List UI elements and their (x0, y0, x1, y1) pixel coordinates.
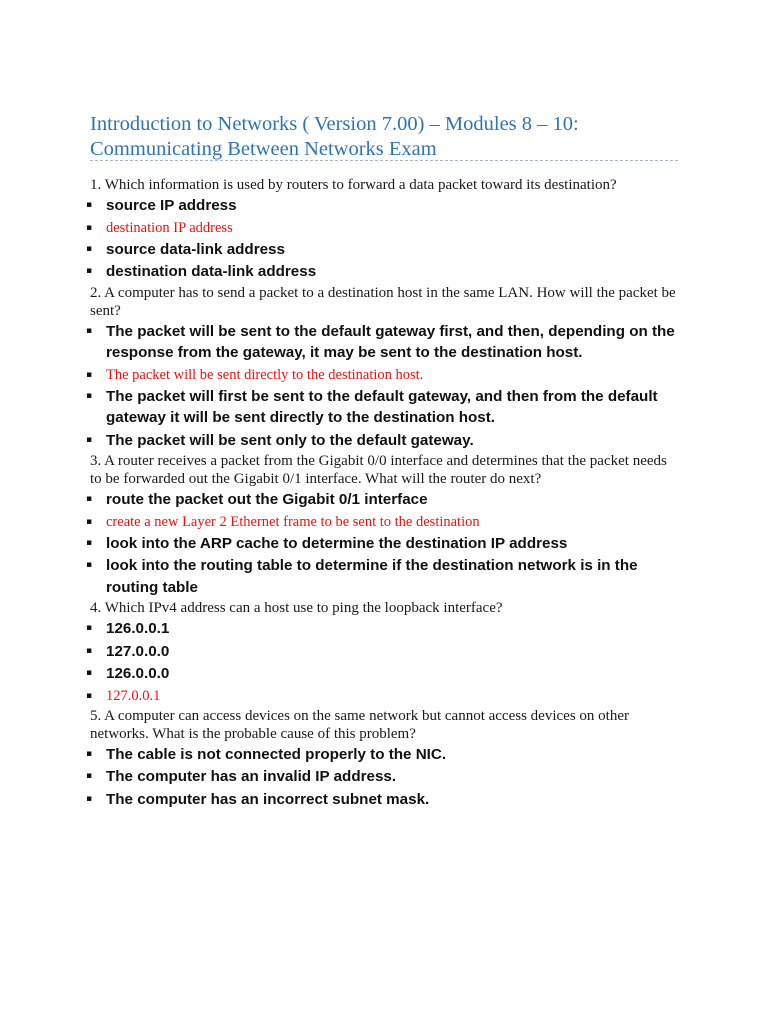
answer-text: route the packet out the Gigabit 0/1 interface (106, 491, 428, 508)
answer-text: destination data-link address (106, 263, 317, 280)
bullet-icon: ▪ (85, 434, 93, 445)
answer-text: destination IP address (106, 219, 233, 236)
answer-list (86, 195, 686, 283)
answer-option (86, 766, 686, 788)
answer-text: The cable is not connected properly to the NIC. (106, 745, 447, 763)
answer-text: The computer has an invalid IP address. (106, 768, 397, 785)
answer-text: 126.0.0.0 (106, 665, 170, 682)
question-block (86, 707, 686, 811)
bullet-icon: ▪ (85, 369, 93, 380)
question-block (86, 599, 686, 706)
correct-answer-option (86, 365, 686, 385)
answer-option (86, 321, 686, 364)
bullet-icon: ▪ (85, 560, 93, 570)
bullet-icon: ▪ (85, 266, 93, 276)
answer-option (86, 489, 686, 511)
question-list (86, 176, 686, 811)
answer-text: The packet will first be sent to the default gateway, and then from the default gateway it will be sent directly to the destination host. (106, 387, 658, 426)
bullet-icon: ▪ (85, 243, 93, 254)
bullet-icon: ▪ (85, 390, 93, 401)
answer-option (86, 386, 686, 429)
question-text: 5. A computer can access devices on the same network but cannot access devices on other networks. What is the probable cause of this problem? (90, 707, 629, 742)
question-text: 3. A router receives a packet from the Gigabit 0/0 interface and determines that the packet needs to be forwarded out the Gigabit 0/1 interface. What will the router do next? (90, 453, 667, 487)
answer-text: source data-link address (106, 240, 285, 258)
answer-text: The packet will be sent only to the default gateway. (106, 431, 474, 449)
answer-text: 127.0.0.0 (106, 642, 170, 660)
answer-text: look into the ARP cache to determine the destination IP address (106, 534, 568, 552)
title-line-2: Communicating Between Networks Exam (90, 138, 437, 160)
answer-option (86, 744, 686, 766)
bullet-icon: ▪ (85, 200, 93, 210)
answer-option (86, 618, 686, 640)
bullet-icon: ▪ (85, 222, 93, 233)
question-text: 2. A computer has to send a packet to a destination host in the same LAN. How will the packet be sent? (90, 284, 676, 319)
answer-option (86, 789, 686, 811)
answer-list (86, 321, 686, 452)
question-block (86, 284, 686, 452)
title-divider (90, 160, 678, 161)
bullet-icon: ▪ (85, 623, 93, 633)
answer-text: 127.0.0.1 (106, 687, 161, 704)
bullet-icon: ▪ (85, 771, 93, 781)
page-title (90, 112, 690, 162)
answer-option (86, 261, 686, 283)
answer-option (86, 430, 686, 452)
answer-option (86, 641, 686, 663)
question-text: 1. Which information is used by routers to forward a data packet toward its destination? (90, 177, 617, 193)
bullet-icon: ▪ (85, 325, 93, 336)
answer-text: source IP address (106, 197, 237, 214)
answer-text: 126.0.0.1 (106, 620, 170, 637)
answer-option (86, 533, 686, 555)
answer-list (86, 744, 686, 811)
answer-list (86, 489, 686, 598)
question-block (86, 452, 686, 598)
question-block (86, 176, 686, 283)
answer-option (86, 663, 686, 685)
answer-option (86, 555, 686, 598)
bullet-icon: ▪ (85, 494, 93, 504)
answer-option (86, 195, 686, 217)
question-text: 4. Which IPv4 address can a host use to ping the loopback interface? (90, 600, 503, 616)
bullet-icon: ▪ (85, 516, 93, 527)
answer-text: The packet will be sent to the default gateway first, and then, depending on the response from the gateway, it may be sent to the destination host. (106, 322, 675, 361)
answer-text: The computer has an incorrect subnet mask. (106, 790, 430, 808)
answer-text: create a new Layer 2 Ethernet frame to be sent to the destination (106, 513, 480, 530)
bullet-icon: ▪ (85, 748, 93, 759)
answer-text: look into the routing table to determine if the destination network is in the routing table (106, 557, 638, 596)
answer-list (86, 618, 686, 706)
correct-answer-option (86, 218, 686, 238)
correct-answer-option (86, 686, 686, 706)
bullet-icon: ▪ (85, 537, 93, 548)
answer-option (86, 239, 686, 261)
bullet-icon: ▪ (85, 690, 93, 701)
correct-answer-option (86, 512, 686, 532)
answer-text: The packet will be sent directly to the destination host. (106, 366, 424, 383)
bullet-icon: ▪ (85, 645, 93, 656)
bullet-icon: ▪ (85, 793, 93, 804)
title-line-1: Introduction to Networks ( Version 7.00) – Modules 8 – 10: (90, 113, 579, 135)
bullet-icon: ▪ (85, 668, 93, 678)
